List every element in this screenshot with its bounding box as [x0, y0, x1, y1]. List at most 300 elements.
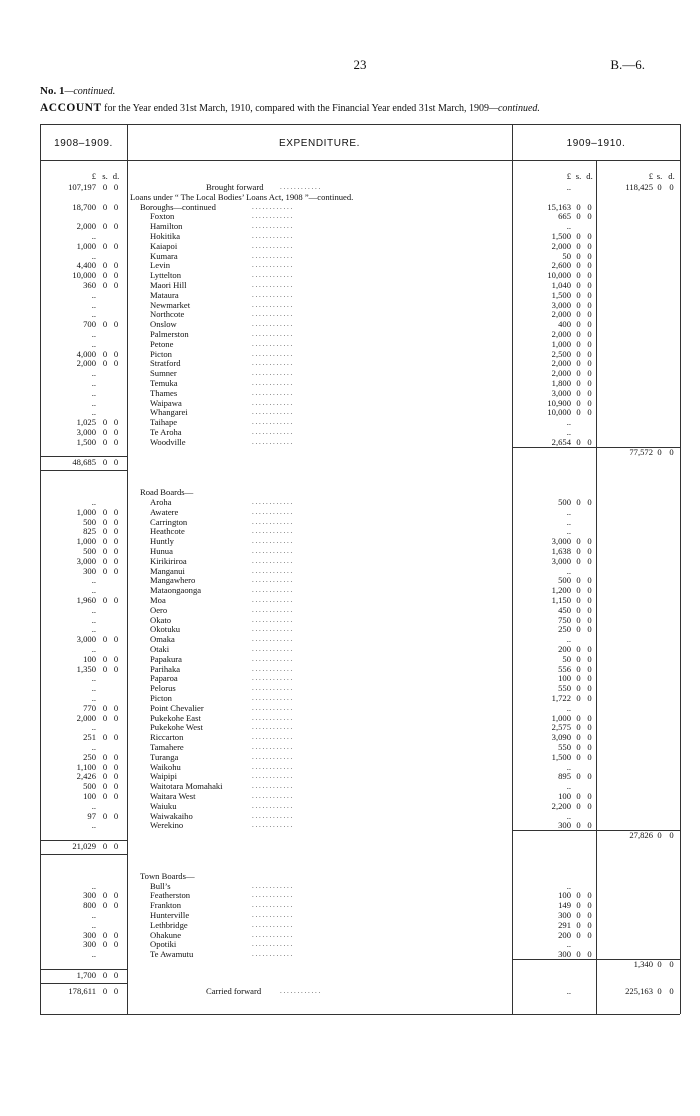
- table-row: [40, 557, 680, 567]
- prev-pounds: ..: [91, 299, 96, 310]
- table-row: [40, 340, 680, 350]
- dot-leader: . . . . . . . . . . . .: [252, 330, 293, 338]
- account-title: [40, 102, 540, 114]
- table-bottom-rule: [40, 1014, 680, 1015]
- prev-shillings: 0: [102, 457, 108, 468]
- curr-shillings: 0: [576, 653, 581, 664]
- curr-pounds: 1,000: [551, 338, 571, 349]
- curr-pence: 0: [587, 319, 592, 330]
- table-row: [40, 359, 680, 369]
- curr-shillings: 0: [576, 280, 581, 290]
- title-text: for the Year ended 31st March, 1910, compared with the Financial Year ended 31st March, 1909: [101, 103, 490, 114]
- entry-name: Newmarket: [150, 299, 191, 310]
- prev-pence: 0: [113, 546, 119, 556]
- curr-shillings: 0: [576, 791, 581, 801]
- prev-pounds: ..: [91, 644, 96, 654]
- curr-shillings: 0: [576, 436, 581, 447]
- prev-shillings: 0: [102, 348, 108, 359]
- dot-leader: . . . . . . . . . . . .: [252, 369, 293, 378]
- table-row: [40, 498, 680, 508]
- prev-pounds: 251: [83, 732, 96, 743]
- curr-pence: 0: [587, 644, 592, 654]
- prev-pounds: 21,029: [72, 841, 96, 851]
- curr-pence: 0: [587, 299, 592, 310]
- curr-pence: 0: [587, 791, 592, 801]
- curr-pence: 0: [587, 546, 592, 556]
- curr-shillings: 0: [576, 595, 581, 605]
- entry-name: Carried forward: [206, 985, 262, 996]
- prev-pounds: 1,000: [76, 536, 96, 547]
- entry-name: Okotuku: [150, 624, 181, 635]
- prev-pence: 0: [113, 417, 119, 428]
- prev-pounds: 4,400: [76, 260, 96, 271]
- prev-shillings: 0: [102, 526, 108, 537]
- curr-pounds: 1,500: [551, 231, 571, 241]
- dot-leader: . . . . . . . . . . . .: [252, 723, 293, 732]
- curr-pence: 0: [587, 683, 592, 694]
- prev-pounds: ..: [91, 407, 96, 418]
- curr-shillings: 0: [576, 673, 581, 684]
- total-pence: 0: [669, 182, 674, 192]
- table-row: [40, 547, 680, 557]
- dot-leader: . . . . . . . . . . . .: [252, 537, 293, 546]
- prev-pence: 0: [113, 890, 119, 901]
- subtitle-continued: —continued.: [64, 86, 116, 97]
- prev-pounds: 1,000: [76, 240, 96, 251]
- table-row: [40, 418, 680, 428]
- total-pounds: 77,572: [629, 446, 653, 457]
- table-row: [40, 242, 680, 252]
- prev-pence: 0: [113, 319, 119, 330]
- curr-pence: 0: [587, 240, 592, 251]
- entry-name: Lethbridge: [150, 919, 188, 930]
- dot-leader: . . . . . . . . . . . .: [252, 625, 293, 634]
- prev-pounds: 97: [87, 810, 96, 821]
- prev-pence: 0: [113, 221, 119, 232]
- dot-leader: . . . . . . . . . . . .: [252, 930, 293, 939]
- table-row: [40, 586, 680, 596]
- dot-leader: . . . . . . . . . . . .: [252, 891, 293, 900]
- prev-shillings: 0: [102, 506, 108, 517]
- curr-pounds: ..: [566, 506, 571, 517]
- table-row: [40, 625, 680, 635]
- entry-name: Mataongaonga: [150, 585, 202, 596]
- table-row: [40, 252, 680, 262]
- table-row: [40, 772, 680, 782]
- curr-pence: 0: [587, 751, 592, 762]
- prev-pence: 0: [113, 712, 119, 723]
- table-row: [40, 635, 680, 645]
- entry-name: Manganui: [150, 565, 185, 576]
- prev-pounds: 10,000: [72, 270, 96, 281]
- curr-shillings: 0: [576, 260, 581, 271]
- dot-leader: . . . . . . . . . . . .: [280, 986, 321, 995]
- prev-shillings: 0: [102, 929, 108, 940]
- prev-pence: 0: [113, 595, 119, 605]
- prev-pence: 0: [113, 653, 119, 664]
- entry-name: Hamilton: [150, 221, 183, 232]
- prev-pounds: ..: [91, 910, 96, 920]
- prev-pounds: 800: [83, 900, 96, 911]
- curr-shillings: 0: [576, 378, 581, 388]
- table-row: [40, 301, 680, 311]
- prev-pounds: 300: [83, 890, 96, 901]
- dot-leader: . . . . . . . . . . . .: [252, 241, 293, 250]
- dot-leader: . . . . . . . . . . . .: [252, 635, 293, 644]
- dot-leader: . . . . . . . . . . . .: [252, 901, 293, 910]
- table-row: [40, 872, 680, 882]
- prev-shillings: 0: [102, 555, 108, 566]
- prev-pounds: 1,350: [76, 663, 96, 674]
- prev-pounds: ..: [91, 397, 96, 408]
- entry-name: Taihape: [150, 417, 178, 428]
- curr-pence: 0: [587, 497, 592, 507]
- prev-pence: 0: [113, 761, 119, 772]
- dot-leader: . . . . . . . . . . . .: [252, 349, 293, 358]
- prev-pence: 0: [113, 985, 119, 996]
- prev-shillings: 0: [102, 985, 108, 996]
- dot-leader: . . . . . . . . . . . .: [252, 801, 293, 810]
- curr-shillings: 0: [576, 820, 581, 831]
- prev-shillings: 0: [102, 358, 108, 369]
- table-row: [40, 537, 680, 547]
- dot-leader: . . . . . . . . . . . .: [252, 811, 293, 820]
- curr-pounds: ..: [566, 702, 571, 713]
- prev-pence: 0: [113, 555, 119, 566]
- entry-name: Hunua: [150, 546, 173, 556]
- prev-shillings: 0: [102, 702, 108, 713]
- curr-pence: 0: [587, 712, 592, 723]
- dot-leader: . . . . . . . . . . . .: [252, 261, 293, 270]
- prev-pence: 0: [113, 663, 119, 674]
- curr-pence: 0: [587, 595, 592, 605]
- total-pence-head: d.: [668, 171, 675, 181]
- table-row: [40, 723, 680, 733]
- entry-name: Thames: [150, 387, 178, 398]
- entry-name: Tamahere: [150, 742, 184, 752]
- prev-pounds: 100: [83, 791, 96, 801]
- dot-leader: . . . . . . . . . . . .: [252, 556, 293, 565]
- curr-shillings: 0: [576, 663, 581, 674]
- entry-name: Huntly: [150, 536, 174, 547]
- table-row: [40, 891, 680, 901]
- prev-pence: 0: [113, 182, 119, 192]
- curr-pounds: 250: [558, 624, 571, 635]
- prev-pence: 0: [113, 240, 119, 251]
- curr-pence: 0: [587, 536, 592, 547]
- dot-leader: . . . . . . . . . . . .: [252, 517, 293, 526]
- entry-name: Waitotara Momahaki: [150, 781, 223, 792]
- prev-pounds: 3,000: [76, 634, 96, 645]
- curr-pounds: ..: [566, 781, 571, 792]
- entry-name: Onslow: [150, 319, 177, 330]
- prev-shillings: 0: [102, 565, 108, 576]
- prev-pence: 0: [113, 348, 119, 359]
- curr-pence: 0: [587, 280, 592, 290]
- entry-name: Mangawhero: [150, 575, 196, 586]
- table-row: [40, 684, 680, 694]
- curr-pence: 0: [587, 585, 592, 596]
- entry-name: Papakura: [150, 653, 182, 664]
- entry-name: Featherston: [150, 890, 191, 901]
- curr-shillings: 0: [576, 270, 581, 281]
- prev-pence: 0: [113, 358, 119, 369]
- dot-leader: . . . . . . . . . . . .: [252, 527, 293, 536]
- total-pence: 0: [669, 959, 674, 969]
- dot-leader: . . . . . . . . . . . .: [252, 428, 293, 436]
- prev-pounds: ..: [91, 378, 96, 388]
- prev-pounds: 300: [83, 565, 96, 576]
- prev-pounds: 1,025: [76, 417, 96, 428]
- table-row: [40, 792, 680, 802]
- curr-pence: 0: [587, 575, 592, 586]
- entry-name: Town Boards—: [140, 870, 195, 881]
- curr-shillings: 0: [576, 683, 581, 694]
- total-shillings: 0: [657, 985, 662, 996]
- entry-name: Whangarei: [150, 407, 188, 418]
- dot-leader: . . . . . . . . . . . .: [252, 388, 293, 397]
- curr-pounds: 50: [562, 653, 571, 664]
- prev-pence: 0: [113, 436, 119, 447]
- prev-pounds: 500: [83, 516, 96, 527]
- entry-name: Point Chevalier: [150, 702, 204, 713]
- prev-pence: 0: [113, 781, 119, 792]
- curr-pounds: 100: [558, 791, 571, 801]
- total-shillings: 0: [657, 446, 662, 457]
- subtotal-row: [40, 971, 680, 981]
- prev-pence: 0: [113, 732, 119, 743]
- prev-pounds: ..: [91, 329, 96, 339]
- subtitle-number: No. 1: [40, 85, 65, 97]
- table-row: [40, 261, 680, 271]
- prev-pounds: ..: [91, 693, 96, 703]
- entry-name: Palmerston: [150, 329, 189, 339]
- prev-pounds: 48,685: [72, 457, 96, 468]
- curr-pounds: 2,575: [551, 722, 571, 733]
- table-row: [40, 763, 680, 773]
- prev-pounds: ..: [91, 289, 96, 300]
- curr-pence: 0: [587, 250, 592, 261]
- prev-pounds: ..: [91, 368, 96, 379]
- subtotal-underline: [40, 470, 127, 471]
- curr-pounds: 3,000: [551, 555, 571, 566]
- dot-leader: . . . . . . . . . . . .: [252, 281, 293, 289]
- curr-pounds: 2,600: [551, 260, 571, 271]
- table-row: [40, 508, 680, 518]
- dot-leader: . . . . . . . . . . . .: [252, 821, 293, 830]
- curr-pounds: 10,000: [547, 270, 571, 281]
- dot-leader: . . . . . . . . . . . .: [252, 547, 293, 555]
- prev-pence: 0: [113, 427, 119, 437]
- dot-leader: . . . . . . . . . . . .: [252, 752, 293, 761]
- prev-pounds: 250: [83, 751, 96, 762]
- table-row: [40, 232, 680, 242]
- prev-pence: 0: [113, 270, 119, 281]
- total-shillings: 0: [657, 830, 662, 841]
- total-shillings: 0: [657, 959, 662, 969]
- curr-shillings: 0: [576, 358, 581, 369]
- curr-pence: 0: [587, 624, 592, 635]
- curr-pounds: 10,900: [547, 397, 571, 408]
- entry-name: Picton: [150, 348, 172, 359]
- entry-name: Omaka: [150, 634, 175, 645]
- dot-leader: . . . . . . . . . . . .: [252, 320, 293, 329]
- document-reference: B.—6.: [610, 57, 645, 72]
- dot-leader: . . . . . . . . . . . .: [252, 920, 293, 929]
- curr-pence: 0: [587, 378, 592, 388]
- curr-pounds: ..: [566, 939, 571, 950]
- prev-pounds: 107,197: [68, 182, 96, 192]
- curr-shillings: 0: [576, 771, 581, 782]
- curr-pounds: 3,000: [551, 299, 571, 310]
- table-row: [40, 271, 680, 281]
- curr-pence: 0: [587, 555, 592, 566]
- curr-pence: 0: [587, 231, 592, 241]
- header-expenditure: EXPENDITURE.: [278, 138, 361, 149]
- curr-pounds: 1,150: [551, 595, 571, 605]
- header-1909-1910: 1909–1910.: [566, 138, 626, 149]
- entry-name: Kaiapoi: [150, 240, 178, 251]
- total-pence: 0: [669, 985, 674, 996]
- curr-pounds: 15,163: [547, 201, 571, 212]
- dot-leader: . . . . . . . . . . . .: [252, 408, 293, 417]
- curr-shillings: 0: [576, 329, 581, 339]
- dot-leader: . . . . . . . . . . . .: [252, 694, 293, 702]
- curr-pounds: ..: [566, 427, 571, 437]
- prev-pounds: 825: [83, 526, 96, 537]
- table-row: [40, 596, 680, 606]
- curr-shillings: 0: [576, 742, 581, 752]
- curr-shillings: 0: [576, 604, 581, 615]
- curr-shillings: 0: [576, 299, 581, 310]
- entry-name: Boroughs—continued: [140, 201, 216, 212]
- curr-shillings: 0: [576, 722, 581, 733]
- curr-shillings: 0: [576, 368, 581, 379]
- dot-leader: . . . . . . . . . . . .: [252, 615, 293, 624]
- curr-pounds: 300: [558, 949, 571, 960]
- prev-shillings: 0: [102, 240, 108, 251]
- table-row: [40, 645, 680, 655]
- prev-pence: 0: [113, 260, 119, 271]
- subtotal-row: [40, 448, 680, 458]
- entry-name: Okato: [150, 614, 172, 625]
- dot-leader: . . . . . . . . . . . .: [252, 645, 293, 653]
- entry-name: Pelorus: [150, 683, 176, 694]
- curr-shillings: 0: [576, 910, 581, 920]
- curr-shillings: 0: [576, 800, 581, 811]
- curr-pounds: 300: [558, 910, 571, 920]
- curr-shillings: 0: [576, 211, 581, 222]
- curr-shillings: 0: [576, 555, 581, 566]
- curr-pounds: 450: [558, 604, 571, 615]
- prev-pounds: ..: [91, 673, 96, 684]
- curr-pence: 0: [587, 673, 592, 684]
- curr-shillings: 0: [576, 231, 581, 241]
- prev-pounds: 2,000: [76, 221, 96, 232]
- dot-leader: . . . . . . . . . . . .: [252, 703, 293, 712]
- curr-pounds: 500: [558, 497, 571, 507]
- subtotal-underline: [40, 854, 127, 855]
- curr-shillings: 0: [576, 712, 581, 723]
- entry-name: Petone: [150, 338, 174, 349]
- prev-pence: 0: [113, 526, 119, 537]
- curr-pounds: 10,000: [547, 407, 571, 418]
- prev-pounds: ..: [91, 231, 96, 241]
- table-row: [40, 310, 680, 320]
- table-row: [40, 753, 680, 763]
- dot-leader: . . . . . . . . . . . .: [252, 359, 293, 368]
- dot-leader: . . . . . . . . . . . .: [252, 566, 293, 575]
- prev-shillings: 0: [102, 536, 108, 547]
- curr-shillings: 0: [576, 693, 581, 703]
- curr-pounds: 3,000: [551, 536, 571, 547]
- title-continued: —continued.: [489, 103, 540, 114]
- curr-pence: 0: [587, 407, 592, 418]
- curr-pence-head: d.: [586, 171, 593, 181]
- total-pence: 0: [669, 830, 674, 841]
- dot-leader: . . . . . . . . . . . .: [252, 950, 293, 959]
- table-row: [40, 203, 680, 213]
- prev-pence: 0: [113, 791, 119, 801]
- dot-leader: . . . . . . . . . . . .: [280, 183, 321, 191]
- table-row: [40, 399, 680, 409]
- dot-leader: . . . . . . . . . . . .: [252, 911, 293, 919]
- prev-pence: 0: [113, 751, 119, 762]
- dot-leader: . . . . . . . . . . . .: [252, 498, 293, 506]
- prev-pounds: ..: [91, 683, 96, 694]
- prev-pounds: 1,500: [76, 436, 96, 447]
- prev-shilling-head: s.: [102, 171, 108, 181]
- prev-pence: 0: [113, 771, 119, 782]
- table-top-rule: [40, 124, 680, 125]
- table-row: [40, 674, 680, 684]
- dot-leader: . . . . . . . . . . . .: [252, 674, 293, 683]
- subtotal-row: [40, 831, 680, 841]
- curr-pence: 0: [587, 742, 592, 752]
- entry-name: Waiuku: [150, 800, 177, 811]
- table-row: [40, 714, 680, 724]
- curr-pence: 0: [587, 270, 592, 281]
- prev-pounds: ..: [91, 585, 96, 596]
- curr-pounds: 1,040: [551, 280, 571, 290]
- prev-pounds: ..: [91, 575, 96, 586]
- curr-pounds: 556: [558, 663, 571, 674]
- table-row: [40, 901, 680, 911]
- table-row: [40, 428, 680, 438]
- curr-pence: 0: [587, 201, 592, 212]
- entry-name: Heathcote: [150, 526, 185, 537]
- prev-pence: 0: [113, 565, 119, 576]
- curr-pounds: 895: [558, 771, 571, 782]
- prev-pence-head: d.: [112, 171, 120, 181]
- curr-pence: 0: [587, 653, 592, 664]
- entry-name: Parihaka: [150, 663, 181, 674]
- prev-pounds: 700: [83, 319, 96, 330]
- curr-pounds: ..: [566, 565, 571, 576]
- curr-pounds: 1,722: [551, 693, 571, 703]
- entry-name: Maori Hill: [150, 280, 187, 290]
- prev-shillings: 0: [102, 663, 108, 674]
- total-pounds: 1,340: [633, 959, 653, 969]
- curr-shillings: 0: [576, 575, 581, 586]
- dot-leader: . . . . . . . . . . . .: [252, 664, 293, 673]
- prev-pence: 0: [113, 516, 119, 527]
- total-pence: 0: [669, 446, 674, 457]
- curr-pounds: 2,654: [551, 436, 571, 447]
- table-row: [40, 655, 680, 665]
- prev-shillings: 0: [102, 595, 108, 605]
- prev-shillings: 0: [102, 810, 108, 821]
